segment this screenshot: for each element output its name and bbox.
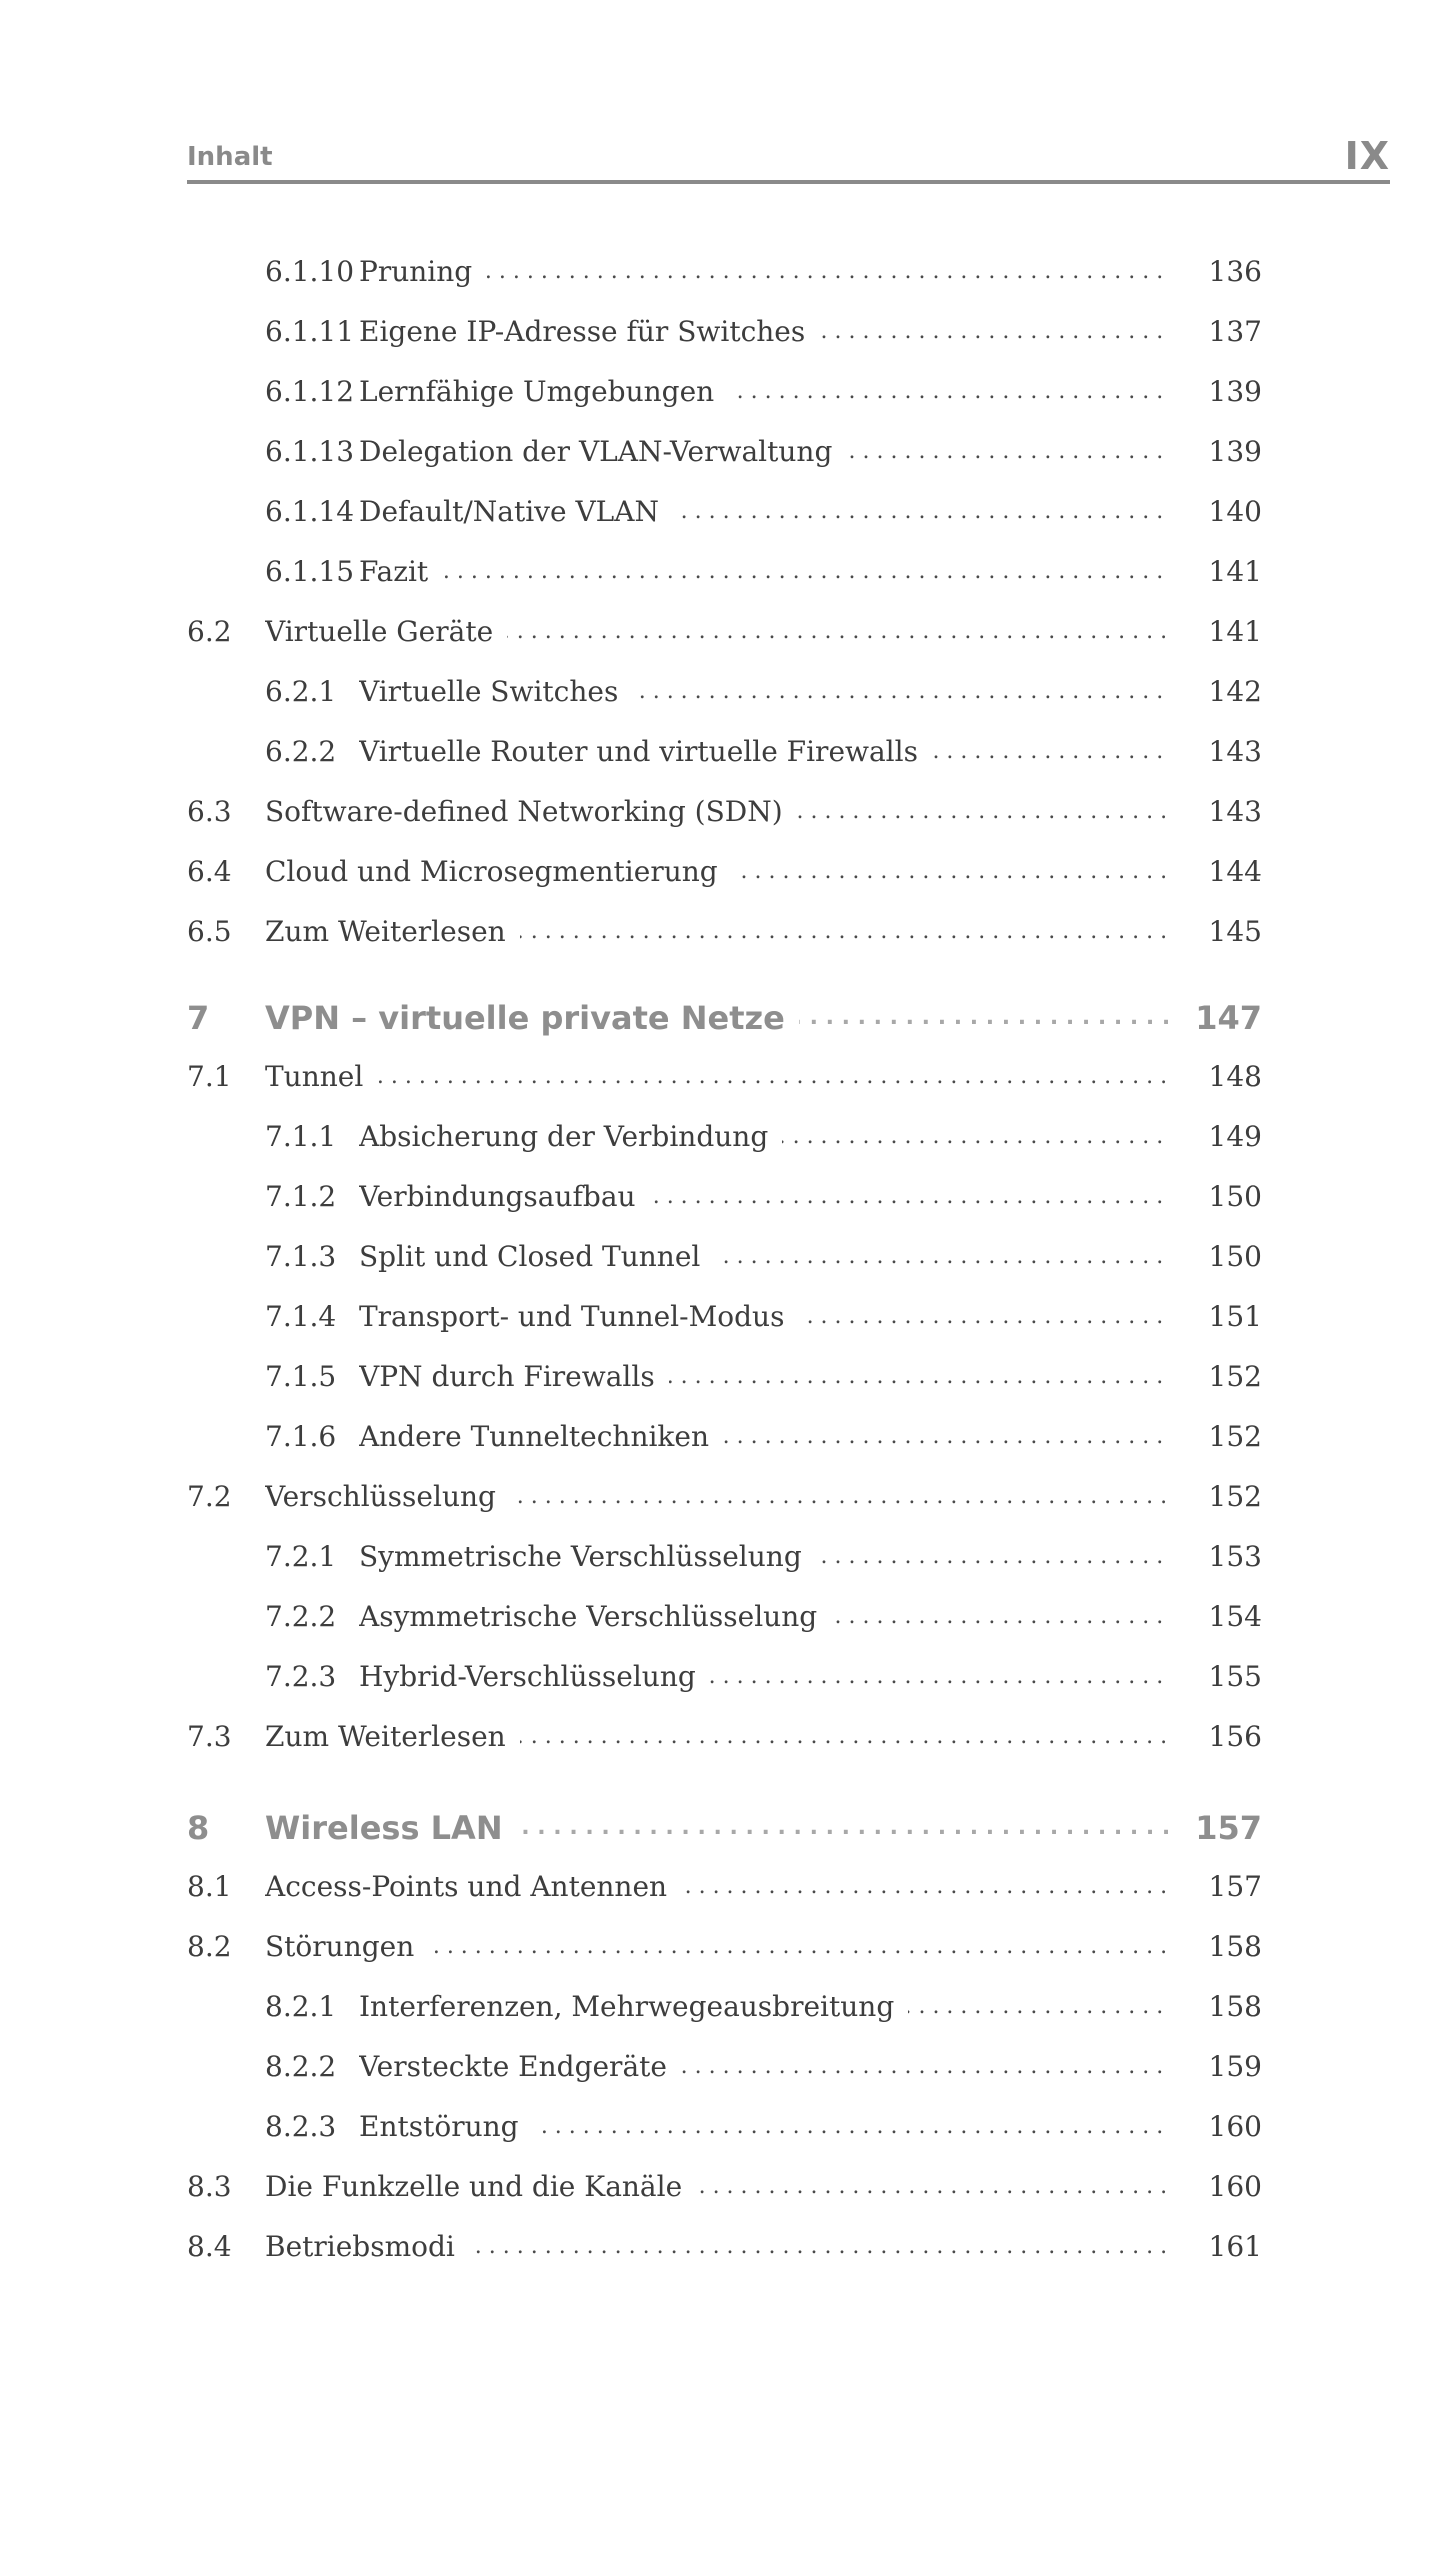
- toc-entry-title: Entstörung: [359, 2110, 533, 2143]
- toc-subsection-entry: [187, 730, 1262, 774]
- toc-section-entry: [187, 910, 1262, 954]
- toc-entry-page: 137: [1208, 315, 1262, 348]
- toc-entry-title: Virtuelle Geräte: [265, 615, 507, 648]
- toc-entry-number: 6.3: [187, 795, 232, 828]
- toc-subsection-entry: [187, 1595, 1262, 1639]
- toc-entry-number: 6.1.12: [265, 375, 355, 408]
- toc-entry-page: 142: [1208, 675, 1262, 708]
- toc-entry-title: Asymmetrische Verschlüsselung: [359, 1600, 831, 1633]
- toc-entry-title-leader: [359, 1175, 1172, 1219]
- toc-entry-page: 152: [1208, 1420, 1262, 1453]
- toc-entry-number: 6.1.14: [265, 495, 355, 528]
- toc-entry-title-leader: [359, 1295, 1172, 1339]
- toc-entry-page: 153: [1208, 1540, 1262, 1573]
- toc-subsection-entry: [187, 550, 1262, 594]
- toc-entry-title-leader: [265, 790, 1172, 834]
- toc-entry-title-leader: [359, 2105, 1172, 2149]
- toc-subsection-entry: [187, 1295, 1262, 1339]
- toc-entry-title: Andere Tunneltechniken: [359, 1420, 723, 1453]
- toc-entry-number: 7.2.1: [265, 1540, 337, 1573]
- toc-entry-page: 152: [1208, 1480, 1262, 1513]
- toc-entry-title: Virtuelle Router und virtuelle Firewalls: [359, 735, 932, 768]
- toc-chapter-entry: [187, 990, 1262, 1046]
- toc-entry-title: Fazit: [359, 555, 442, 588]
- toc-entry-number: 6.2.1: [265, 675, 337, 708]
- toc-entry-page: 140: [1208, 495, 1262, 528]
- toc-entry-page: 152: [1208, 1360, 1262, 1393]
- toc-entry-title-leader: [265, 850, 1172, 894]
- toc-chapter-entry: [187, 1800, 1262, 1856]
- toc-subsection-entry: [187, 670, 1262, 714]
- toc-entry-title-leader: [359, 550, 1172, 594]
- toc-entry-title: Software-defined Networking (SDN): [265, 795, 797, 828]
- toc-entry-page: 139: [1208, 435, 1262, 468]
- toc-section-entry: [187, 1865, 1262, 1909]
- toc-entry-title-leader: [359, 1415, 1172, 1459]
- toc-section-entry: [187, 1475, 1262, 1519]
- toc-subsection-entry: [187, 1235, 1262, 1279]
- toc-entry-title-leader: [359, 1115, 1172, 1159]
- toc-entry-title: VPN – virtuelle private Netze: [265, 999, 799, 1037]
- toc-entry-page: 150: [1208, 1180, 1262, 1213]
- toc-entry-title-leader: [265, 1475, 1172, 1519]
- toc-entry-page: 158: [1208, 1930, 1262, 1963]
- toc-entry-number: 8.2.2: [265, 2050, 337, 2083]
- toc-entry-number: 7.1.2: [265, 1180, 337, 1213]
- toc-entry-number: 8.4: [187, 2230, 232, 2263]
- toc-entry-number: 7.2.2: [265, 1600, 337, 1633]
- toc-entry-title-leader: [265, 990, 1172, 1046]
- toc-entry-title-leader: [359, 730, 1172, 774]
- toc-entry-title-leader: [265, 2225, 1172, 2269]
- toc-entry-number: 7.3: [187, 1720, 232, 1753]
- toc-entry-title: Absicherung der Verbindung: [359, 1120, 782, 1153]
- toc-entry-title-leader: [359, 1355, 1172, 1399]
- toc-entry-number: 7.1.1: [265, 1120, 337, 1153]
- toc-entry-number: 6.5: [187, 915, 232, 948]
- toc-entry-number: 8: [187, 1809, 210, 1847]
- toc-subsection-entry: [187, 2105, 1262, 2149]
- toc-subsection-entry: [187, 430, 1262, 474]
- toc-entry-number: 7.2: [187, 1480, 232, 1513]
- toc-entry-page: 148: [1208, 1060, 1262, 1093]
- toc-entry-page: 159: [1208, 2050, 1262, 2083]
- toc-entry-title: Default/Native VLAN: [359, 495, 673, 528]
- toc-subsection-entry: [187, 1355, 1262, 1399]
- toc-entry-page: 150: [1208, 1240, 1262, 1273]
- toc-entry-title-leader: [359, 490, 1172, 534]
- page-number: IX: [1344, 134, 1390, 178]
- toc-entry-page: 151: [1208, 1300, 1262, 1333]
- toc-entry-title: Wireless LAN: [265, 1809, 517, 1847]
- toc-entry-title-leader: [265, 910, 1172, 954]
- toc-section-entry: [187, 850, 1262, 894]
- toc-entry-page: 139: [1208, 375, 1262, 408]
- toc-subsection-entry: [187, 1985, 1262, 2029]
- toc-entry-page: 155: [1208, 1660, 1262, 1693]
- toc-entry-page: 143: [1208, 795, 1262, 828]
- toc-entry-title: Split und Closed Tunnel: [359, 1240, 714, 1273]
- toc-entry-number: 7.1.3: [265, 1240, 337, 1273]
- toc-entry-title-leader: [265, 1865, 1172, 1909]
- toc-entry-number: 8.1: [187, 1870, 232, 1903]
- toc-entry-page: 136: [1208, 255, 1262, 288]
- toc-entry-title: Virtuelle Switches: [359, 675, 632, 708]
- toc-entry-title: Zum Weiterlesen: [265, 1720, 520, 1753]
- toc-subsection-entry: [187, 370, 1262, 414]
- toc-entry-title: Die Funkzelle und die Kanäle: [265, 2170, 696, 2203]
- toc-entry-title-leader: [359, 1595, 1172, 1639]
- toc-entry-number: 7.1: [187, 1060, 232, 1093]
- toc-subsection-entry: [187, 250, 1262, 294]
- toc-entry-number: 8.3: [187, 2170, 232, 2203]
- toc-section-entry: [187, 1925, 1262, 1969]
- toc-entry-page: 145: [1208, 915, 1262, 948]
- toc-entry-number: 8.2: [187, 1930, 232, 1963]
- toc-entry-title: Tunnel: [265, 1060, 377, 1093]
- toc-entry-title: Zum Weiterlesen: [265, 915, 520, 948]
- toc-entry-title: Hybrid-Verschlüsselung: [359, 1660, 710, 1693]
- toc-entry-page: 154: [1208, 1600, 1262, 1633]
- toc-entry-title: Verbindungsaufbau: [359, 1180, 650, 1213]
- toc-entry-page: 160: [1208, 2110, 1262, 2143]
- toc-section-entry: [187, 1715, 1262, 1759]
- toc-entry-title-leader: [265, 1715, 1172, 1759]
- toc-subsection-entry: [187, 310, 1262, 354]
- toc-entry-title-leader: [359, 1985, 1172, 2029]
- toc-entry-title: Pruning: [359, 255, 486, 288]
- toc-entry-number: 6.1.10: [265, 255, 355, 288]
- toc-entry-page: 157: [1208, 1870, 1262, 1903]
- toc-entry-number: 6.1.11: [265, 315, 355, 348]
- toc-entry-title: Lernfähige Umgebungen: [359, 375, 728, 408]
- toc-section-entry: [187, 610, 1262, 654]
- toc-entry-page: 158: [1208, 1990, 1262, 2023]
- toc-entry-title-leader: [359, 1655, 1172, 1699]
- toc-entry-number: 6.2: [187, 615, 232, 648]
- toc-entry-title-leader: [359, 430, 1172, 474]
- toc-section-entry: [187, 1055, 1262, 1099]
- toc-entry-number: 7.1.5: [265, 1360, 337, 1393]
- toc-subsection-entry: [187, 1415, 1262, 1459]
- toc-subsection-entry: [187, 1535, 1262, 1579]
- toc-entry-title: Eigene IP-Adresse für Switches: [359, 315, 819, 348]
- toc-entry-title-leader: [359, 1535, 1172, 1579]
- toc-entry-title: VPN durch Firewalls: [359, 1360, 669, 1393]
- toc-entry-title: Delegation der VLAN-Verwaltung: [359, 435, 846, 468]
- toc-subsection-entry: [187, 490, 1262, 534]
- toc-entry-page: 141: [1208, 555, 1262, 588]
- toc-entry-number: 8.2.1: [265, 1990, 337, 2023]
- toc-entry-title-leader: [265, 2165, 1172, 2209]
- toc-entry-title: Access-Points und Antennen: [265, 1870, 681, 1903]
- toc-entry-number: 6.1.15: [265, 555, 355, 588]
- toc-entry-title: Cloud und Microsegmentierung: [265, 855, 732, 888]
- toc-entry-number: 6.2.2: [265, 735, 337, 768]
- toc-entry-number: 7.2.3: [265, 1660, 337, 1693]
- toc-entry-page: 149: [1208, 1120, 1262, 1153]
- toc-entry-page: 147: [1195, 999, 1262, 1037]
- toc-entry-number: 6.1.13: [265, 435, 355, 468]
- toc-entry-title-leader: [359, 370, 1172, 414]
- toc-entry-title-leader: [265, 1925, 1172, 1969]
- toc-subsection-entry: [187, 1115, 1262, 1159]
- toc-entry-title-leader: [359, 250, 1172, 294]
- toc-entry-number: 7.1.6: [265, 1420, 337, 1453]
- toc-entry-title-leader: [265, 610, 1172, 654]
- toc-entry-title-leader: [265, 1800, 1172, 1856]
- toc-entry-title: Transport- und Tunnel-Modus: [359, 1300, 798, 1333]
- toc-entry-number: 8.2.3: [265, 2110, 337, 2143]
- toc-entry-title: Betriebsmodi: [265, 2230, 469, 2263]
- toc-entry-page: 160: [1208, 2170, 1262, 2203]
- toc-entry-title: Verschlüsselung: [265, 1480, 510, 1513]
- toc-entry-page: 143: [1208, 735, 1262, 768]
- toc-entry-page: 161: [1208, 2230, 1262, 2263]
- running-header-section: Inhalt: [187, 142, 273, 172]
- toc-entry-title-leader: [359, 310, 1172, 354]
- toc-subsection-entry: [187, 1655, 1262, 1699]
- toc-entry-title: Störungen: [265, 1930, 428, 1963]
- toc-entry-title: Symmetrische Verschlüsselung: [359, 1540, 816, 1573]
- toc-entry-title-leader: [265, 1055, 1172, 1099]
- toc-entry-number: 6.4: [187, 855, 232, 888]
- toc-entry-title: Versteckte Endgeräte: [359, 2050, 681, 2083]
- toc-section-entry: [187, 2225, 1262, 2269]
- toc-entry-page: 144: [1208, 855, 1262, 888]
- toc-entry-title-leader: [359, 1235, 1172, 1279]
- toc-entry-number: 7.1.4: [265, 1300, 337, 1333]
- toc-entry-page: 156: [1208, 1720, 1262, 1753]
- toc-section-entry: [187, 790, 1262, 834]
- toc-subsection-entry: [187, 1175, 1262, 1219]
- toc-subsection-entry: [187, 2045, 1262, 2089]
- toc-entry-title: Interferenzen, Mehrwegeausbreitung: [359, 1990, 908, 2023]
- toc-entry-page: 157: [1195, 1809, 1262, 1847]
- toc-section-entry: [187, 2165, 1262, 2209]
- toc-entry-number: 7: [187, 999, 210, 1037]
- toc-entry-title-leader: [359, 670, 1172, 714]
- toc-entry-title-leader: [359, 2045, 1172, 2089]
- toc-entry-page: 141: [1208, 615, 1262, 648]
